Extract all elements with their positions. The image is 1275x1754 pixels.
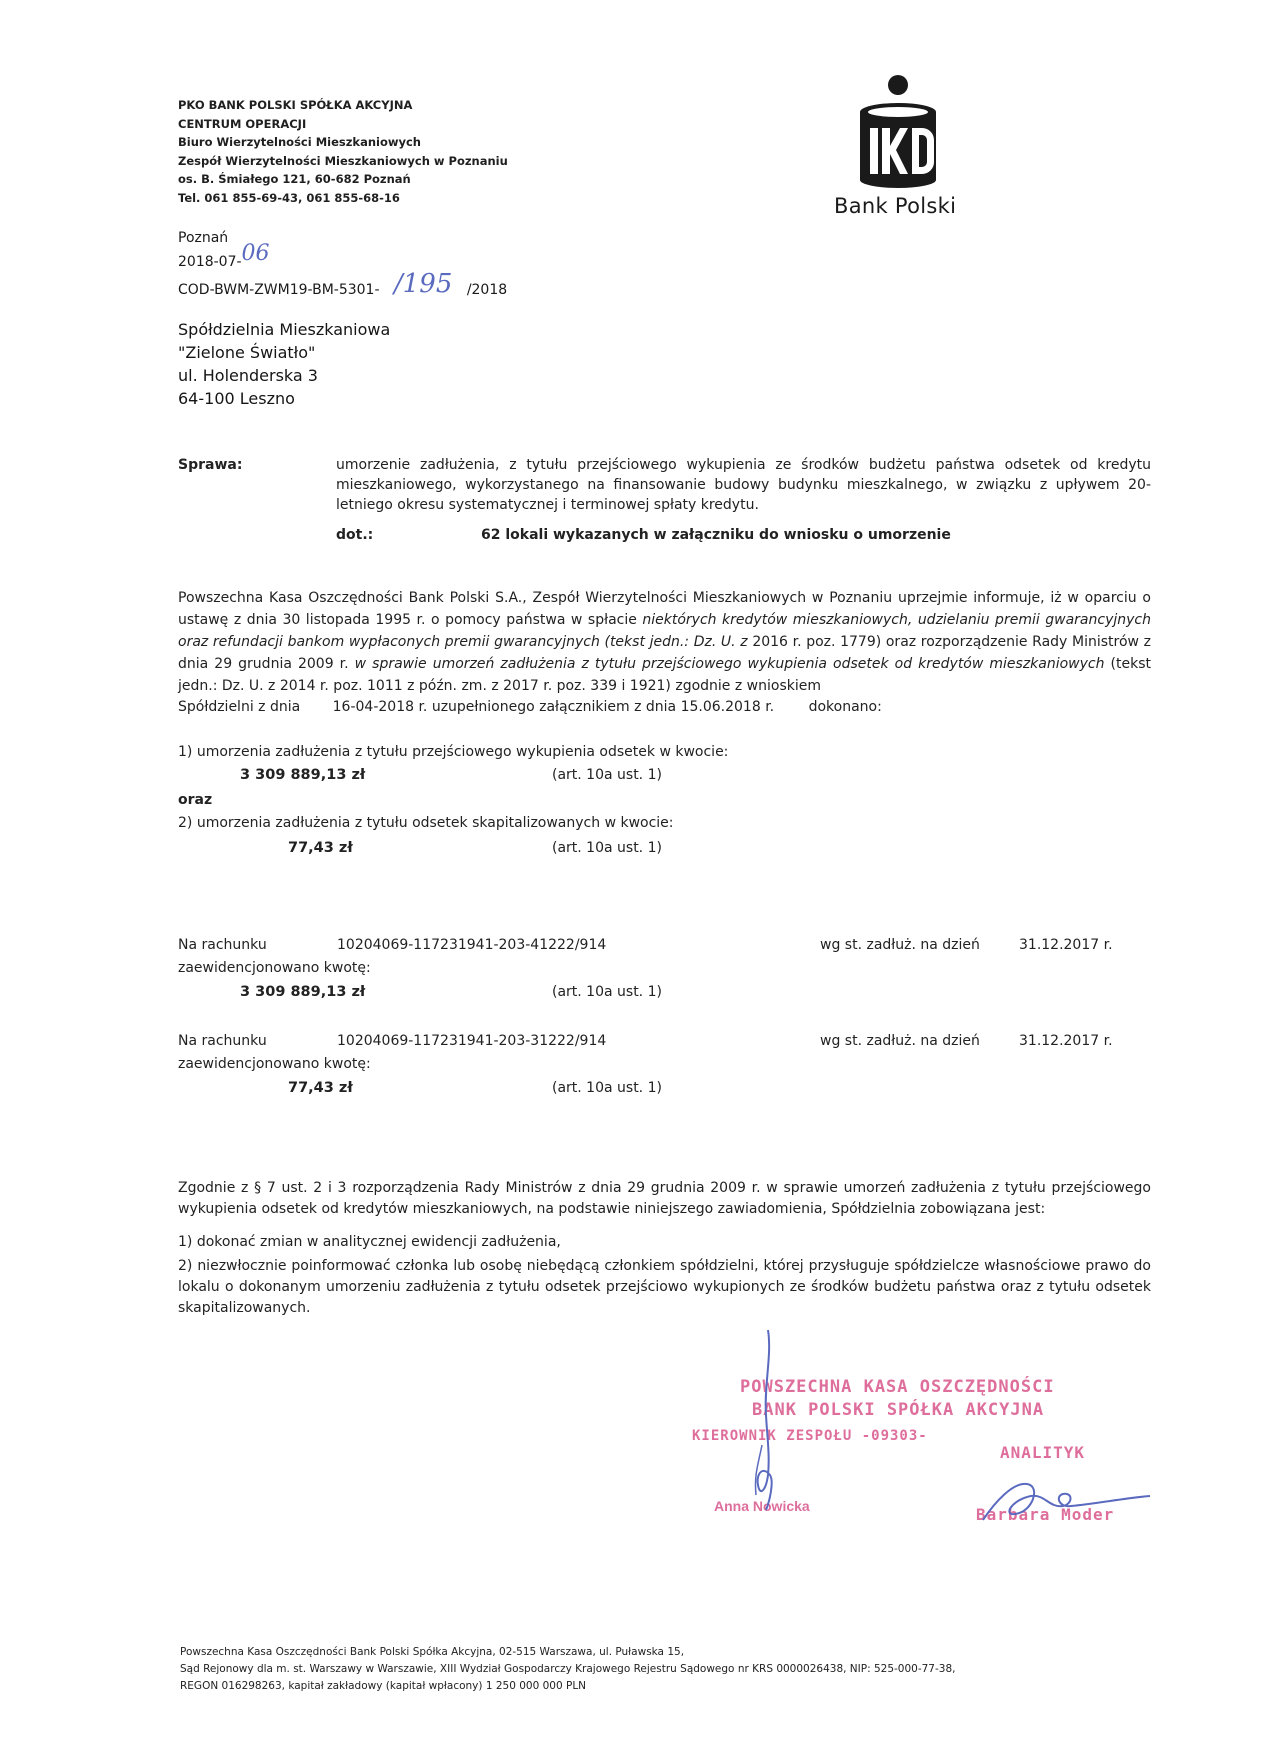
intro-italic-1: niektórych kredytów mieszkaniowych, udzielaniu premii gwarancyjnych oraz refundacji bankom wypłaconych premii gwarancyjnych (tekst jedn.: Dz. U. z	[178, 612, 1151, 650]
date-day-handwritten: 06	[241, 241, 270, 266]
item-1-text: 1) umorzenia zadłużenia z tytułu przejściowego wykupienia odsetek w kwocie:	[178, 744, 729, 760]
intro-part-2: 2016 r. poz. 1779) oraz rozporządzenie Rady Ministrów z dnia 29 grudnia 2009 r.	[178, 634, 1151, 672]
sender-line-2: CENTRUM OPERACJI	[178, 116, 307, 131]
intro-request-line	[178, 697, 1151, 718]
stamp-analyst-role: ANALITYK	[1000, 1443, 1086, 1462]
sender-line-6: Tel. 061 855-69-43, 061 855-68-16	[178, 190, 400, 205]
obligation-2: 2) niezwłocznie poinformować członka lub osobę niebędącą członkiem spółdzielni, której przysługuje spółdzielcze własnościowe prawo do lokalu o dokonanym umorzeniu zadłużenia z tytułu odsetek przejściowo wykupionych ze środków budżetu państwa oraz z tytułu odsetek skapitalizowanych.	[178, 1258, 1151, 1316]
footer-line-1: Powszechna Kasa Oszczędności Bank Polski Spółka Akcyjna, 02-515 Warszawa, ul. Puławska 15,	[180, 1646, 685, 1658]
obligation-1: 1) dokonać zmian w analitycznej ewidencji zadłużenia,	[178, 1234, 561, 1250]
manager-signature-icon	[740, 1325, 790, 1515]
account-1-state: wg st. zadłuż. na dzień	[820, 937, 980, 953]
footer-line-2: Sąd Rejonowy dla m. st. Warszawy w Warszawie, XIII Wydział Gospodarczy Krajowego Rejestru Sądowego nr KRS 0000026438, NIP: 525-000-77-38,	[180, 1663, 956, 1675]
pko-logo	[820, 70, 970, 230]
account-2-amount: 77,43 zł	[288, 1080, 353, 1096]
pko-logo-icon	[820, 70, 970, 190]
subject-text: umorzenie zadłużenia, z tytułu przejściowego wykupienia ze środków budżetu państwa odsetek od kredytu mieszkaniowego, wykorzystanego na finansowanie budowy budynku mieszkalnego, w związku z upływem 20-letniego okresu systematycznej i terminowej spłaty kredytu.	[336, 457, 1151, 513]
account-2-art: (art. 10a ust. 1)	[552, 1080, 662, 1096]
account-2-booked: zaewidencjonowano kwotę:	[178, 1056, 371, 1072]
intro-italic-2: w sprawie umorzeń zadłużenia z tytułu przejściowego wykupienia odsetek od kredytów mieszkaniowych	[354, 656, 1105, 672]
date-line	[178, 241, 538, 273]
account-2-state: wg st. zadłuż. na dzień	[820, 1033, 980, 1049]
account-2-date: 31.12.2017 r.	[1019, 1033, 1113, 1049]
account-1-amount: 3 309 889,13 zł	[240, 984, 366, 1000]
recipient-block	[178, 318, 538, 410]
dot-label: dot.:	[336, 527, 374, 543]
stamp-bank-name-2: BANK POLSKI SPÓŁKA AKCYJNA	[752, 1400, 1045, 1420]
analyst-signature-icon	[975, 1462, 1155, 1532]
reference-suffix: /2018	[466, 282, 508, 298]
recipient-line-3: ul. Holenderska 3	[178, 366, 318, 385]
account-1-label: Na rachunku	[178, 937, 267, 953]
reference-prefix: COD-BWM-ZWM19-BM-5301-	[178, 282, 380, 298]
account-2-number: 10204069-117231941-203-31222/914	[337, 1033, 607, 1049]
sender-line-1: PKO BANK POLSKI SPÓŁKA AKCYJNA	[178, 98, 413, 112]
date-prefix: 2018-07-	[178, 254, 242, 270]
item-1-art: (art. 10a ust. 1)	[552, 767, 662, 783]
account-1-art: (art. 10a ust. 1)	[552, 984, 662, 1000]
dot-text: 62 lokali wykazanych w załączniku do wniosku o umorzenie	[481, 527, 951, 543]
subject-label: Sprawa:	[178, 457, 243, 473]
stamp-bank-name-1: POWSZECHNA KASA OSZCZĘDNOŚCI	[740, 1377, 1055, 1397]
intro-paragraph	[178, 587, 1151, 697]
recipient-line-2: "Zielone Światło"	[178, 343, 316, 362]
intro-request-a: Spółdzielni z dnia	[178, 699, 301, 715]
sender-block	[178, 96, 578, 207]
doc-meta	[178, 227, 538, 301]
footer-block	[180, 1644, 1080, 1695]
city: Poznań	[178, 230, 229, 246]
closing-paragraph: Zgodnie z § 7 ust. 2 i 3 rozporządzenia Rady Ministrów z dnia 29 grudnia 2009 r. w sprawie umorzeń zadłużenia z tytułu przejściowego wykupienia odsetek od kredytów mieszkaniowych, na podstawie niniejszego zawiadomienia, Spółdzielnia zobowiązana jest:	[178, 1180, 1151, 1217]
intro-part-3: (tekst jedn.: Dz. U. z 2014 r. poz. 1011 z późn. zm. z 2017 r. poz. 339 i 1921) zgodnie z wnioskiem	[178, 656, 1152, 694]
sender-line-5: os. B. Śmiałego 121, 60-682 Poznań	[178, 172, 411, 186]
intro-part-1: Powszechna Kasa Oszczędności Bank Polski S.A., Zespół Wierzytelności Mieszkaniowych w Poznaniu uprzejmie informuje, iż w oparciu o ustawę z dnia 30 listopada 1995 r. o pomocy państwa w spłacie	[178, 590, 1151, 628]
sender-line-4: Zespół Wierzytelności Mieszkaniowych w Poznaniu	[178, 153, 508, 168]
recipient-line-1: Spółdzielnia Mieszkaniowa	[178, 320, 391, 339]
item-oraz: oraz	[178, 792, 213, 808]
intro-request-end: dokonano:	[808, 699, 882, 715]
stamp-analyst-name: Barbara Moder	[976, 1505, 1115, 1524]
account-1-number: 10204069-117231941-203-41222/914	[337, 937, 607, 953]
sender-line-3: Biuro Wierzytelności Mieszkaniowych	[178, 135, 421, 149]
recipient-line-4: 64-100 Leszno	[178, 389, 295, 408]
account-2-label: Na rachunku	[178, 1033, 267, 1049]
item-2-text: 2) umorzenia zadłużenia z tytułu odsetek skapitalizowanych w kwocie:	[178, 815, 674, 831]
account-1-booked: zaewidencjonowano kwotę:	[178, 960, 371, 976]
intro-request-date: 16-04-2018 r. uzupełnionego załącznikiem z dnia 15.06.2018 r.	[332, 699, 775, 715]
reference-number-handwritten: /195	[393, 269, 453, 299]
item-1-amount: 3 309 889,13 zł	[240, 767, 366, 783]
stamp-manager-name: Anna Nowicka	[714, 1498, 810, 1514]
reference-line	[178, 269, 538, 301]
item-2-amount: 77,43 zł	[288, 840, 353, 856]
stamp-manager-role: KIEROWNIK ZESPOŁU -09303-	[692, 1428, 928, 1444]
account-1-date: 31.12.2017 r.	[1019, 937, 1113, 953]
footer-line-3: REGON 016298263, kapitał zakładowy (kapitał wpłacony) 1 250 000 000 PLN	[180, 1680, 587, 1692]
item-2-art: (art. 10a ust. 1)	[552, 840, 662, 856]
logo-brand-text: Bank Polski	[834, 194, 957, 218]
